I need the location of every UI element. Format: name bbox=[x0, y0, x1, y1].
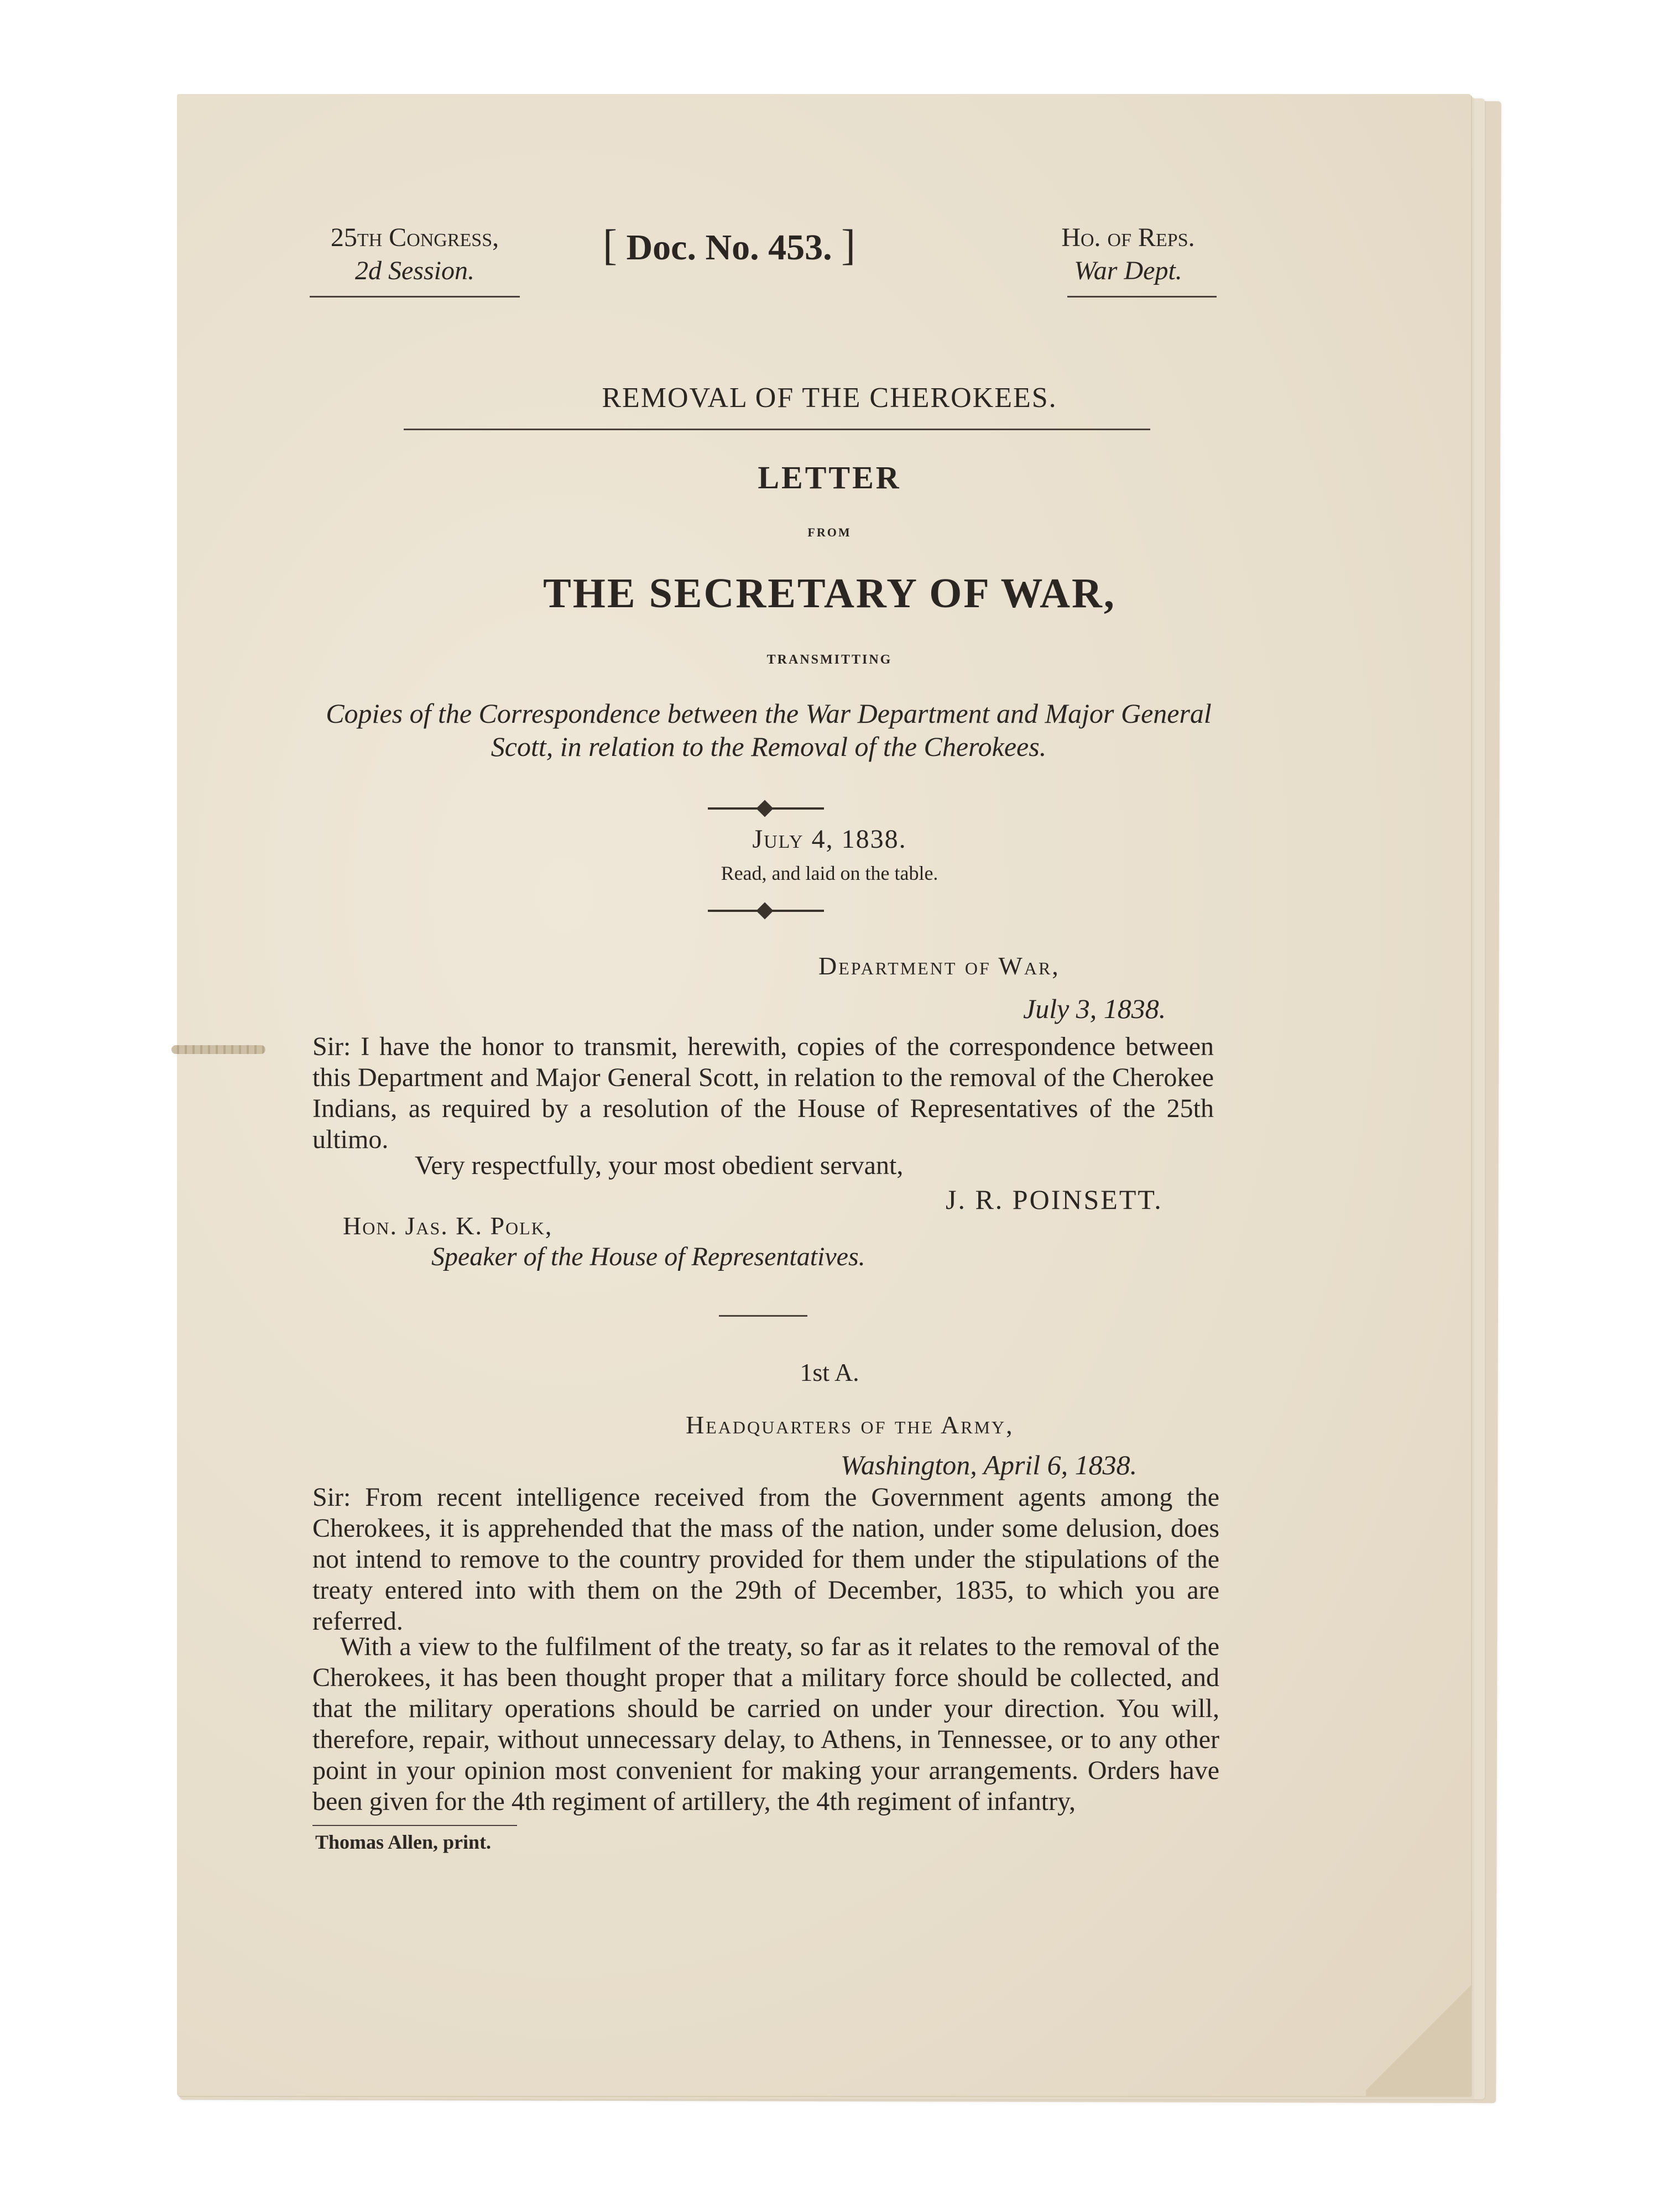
binding-stitch bbox=[171, 1045, 265, 1054]
letter1-addressee: Hon. Jas. K. Polk, bbox=[343, 1212, 553, 1240]
header-left-rule bbox=[310, 296, 520, 298]
house-dept bbox=[1040, 221, 1217, 288]
ornament-rule-top bbox=[708, 807, 824, 810]
letter1-body: Sir: I have the honor to transmit, herewith, copies of the correspondence between this Department and Major General Scott, in relation to the removal of the Cherokee Indians, as required by a resolution of the House of Representatives of the 25th ultimo. bbox=[312, 1032, 1214, 1154]
letter2-headquarters: Headquarters of the Army, bbox=[686, 1411, 1014, 1439]
letter1-date: July 3, 1838. bbox=[1023, 993, 1166, 1024]
printer-rule bbox=[312, 1825, 517, 1826]
doc-number-label: Doc. No. 453. bbox=[626, 227, 832, 268]
transmitting-label: TRANSMITTING bbox=[766, 653, 893, 667]
secretary-heading: THE SECRETARY OF WAR, bbox=[543, 570, 1116, 617]
presented-date: July 4, 1838. bbox=[752, 825, 907, 854]
doc-bracket-open: [ bbox=[603, 221, 617, 269]
dept-label: War Dept. bbox=[1074, 256, 1182, 285]
section-divider bbox=[719, 1315, 807, 1317]
subject-description: Copies of the Correspondence between the War Department and Major General Scott, in relation to the Removal of the Cherokees. bbox=[326, 698, 1212, 762]
document-title: REMOVAL OF THE CHEROKEES. bbox=[602, 382, 1057, 414]
from-label: FROM bbox=[807, 525, 852, 539]
letter1-closing: Very respectfully, your most obedient servant, bbox=[415, 1151, 904, 1180]
worn-corner bbox=[1366, 1980, 1471, 2096]
ornament-rule-bottom bbox=[708, 910, 824, 912]
session-label: 2d Session. bbox=[355, 256, 474, 285]
congress-session bbox=[310, 221, 520, 288]
item-label: 1st A. bbox=[800, 1358, 859, 1386]
letter2-body-paragraph-2: With a view to the fulfilment of the treaty, so far as it relates to the removal of the Cherokees, it has been thought proper that a military force should be collected, and that the military operations should be carried on under your direction. You will, therefore, repair, without unnecessary delay, to Athens, in Tennessee, or to any other point in your opinion most convenient for making your arrangements. Orders have been given for the 4th regiment of artillery, the 4th regiment of infantry, bbox=[312, 1632, 1219, 1816]
house-label: Ho. of Reps. bbox=[1061, 223, 1195, 252]
title-rule bbox=[404, 429, 1150, 430]
document-number bbox=[603, 220, 855, 270]
letter1-signature: J. R. POINSETT. bbox=[946, 1184, 1163, 1215]
printer-imprint: Thomas Allen, print. bbox=[315, 1831, 492, 1853]
letter2-date: Washington, April 6, 1838. bbox=[841, 1449, 1138, 1480]
letter-heading: LETTER bbox=[758, 460, 901, 495]
letter2-body-paragraph-1: Sir: From recent intelligence received from the Government agents among the Cherokees, it is apprehended that the mass of the nation, under some delusion, does not intend to remove to the country provided for them under the stipulations of the treaty entered into with them on the 29th of December, 1835, to which you are referred. bbox=[312, 1483, 1219, 1636]
doc-bracket-close: ] bbox=[841, 221, 856, 269]
letter1-addressee-title: Speaker of the House of Representatives. bbox=[431, 1242, 865, 1271]
letter1-department: Department of War, bbox=[818, 952, 1060, 980]
congress-label: 25th Congress, bbox=[330, 223, 499, 252]
header-right-rule bbox=[1067, 296, 1217, 298]
read-note: Read, and laid on the table. bbox=[721, 862, 938, 884]
